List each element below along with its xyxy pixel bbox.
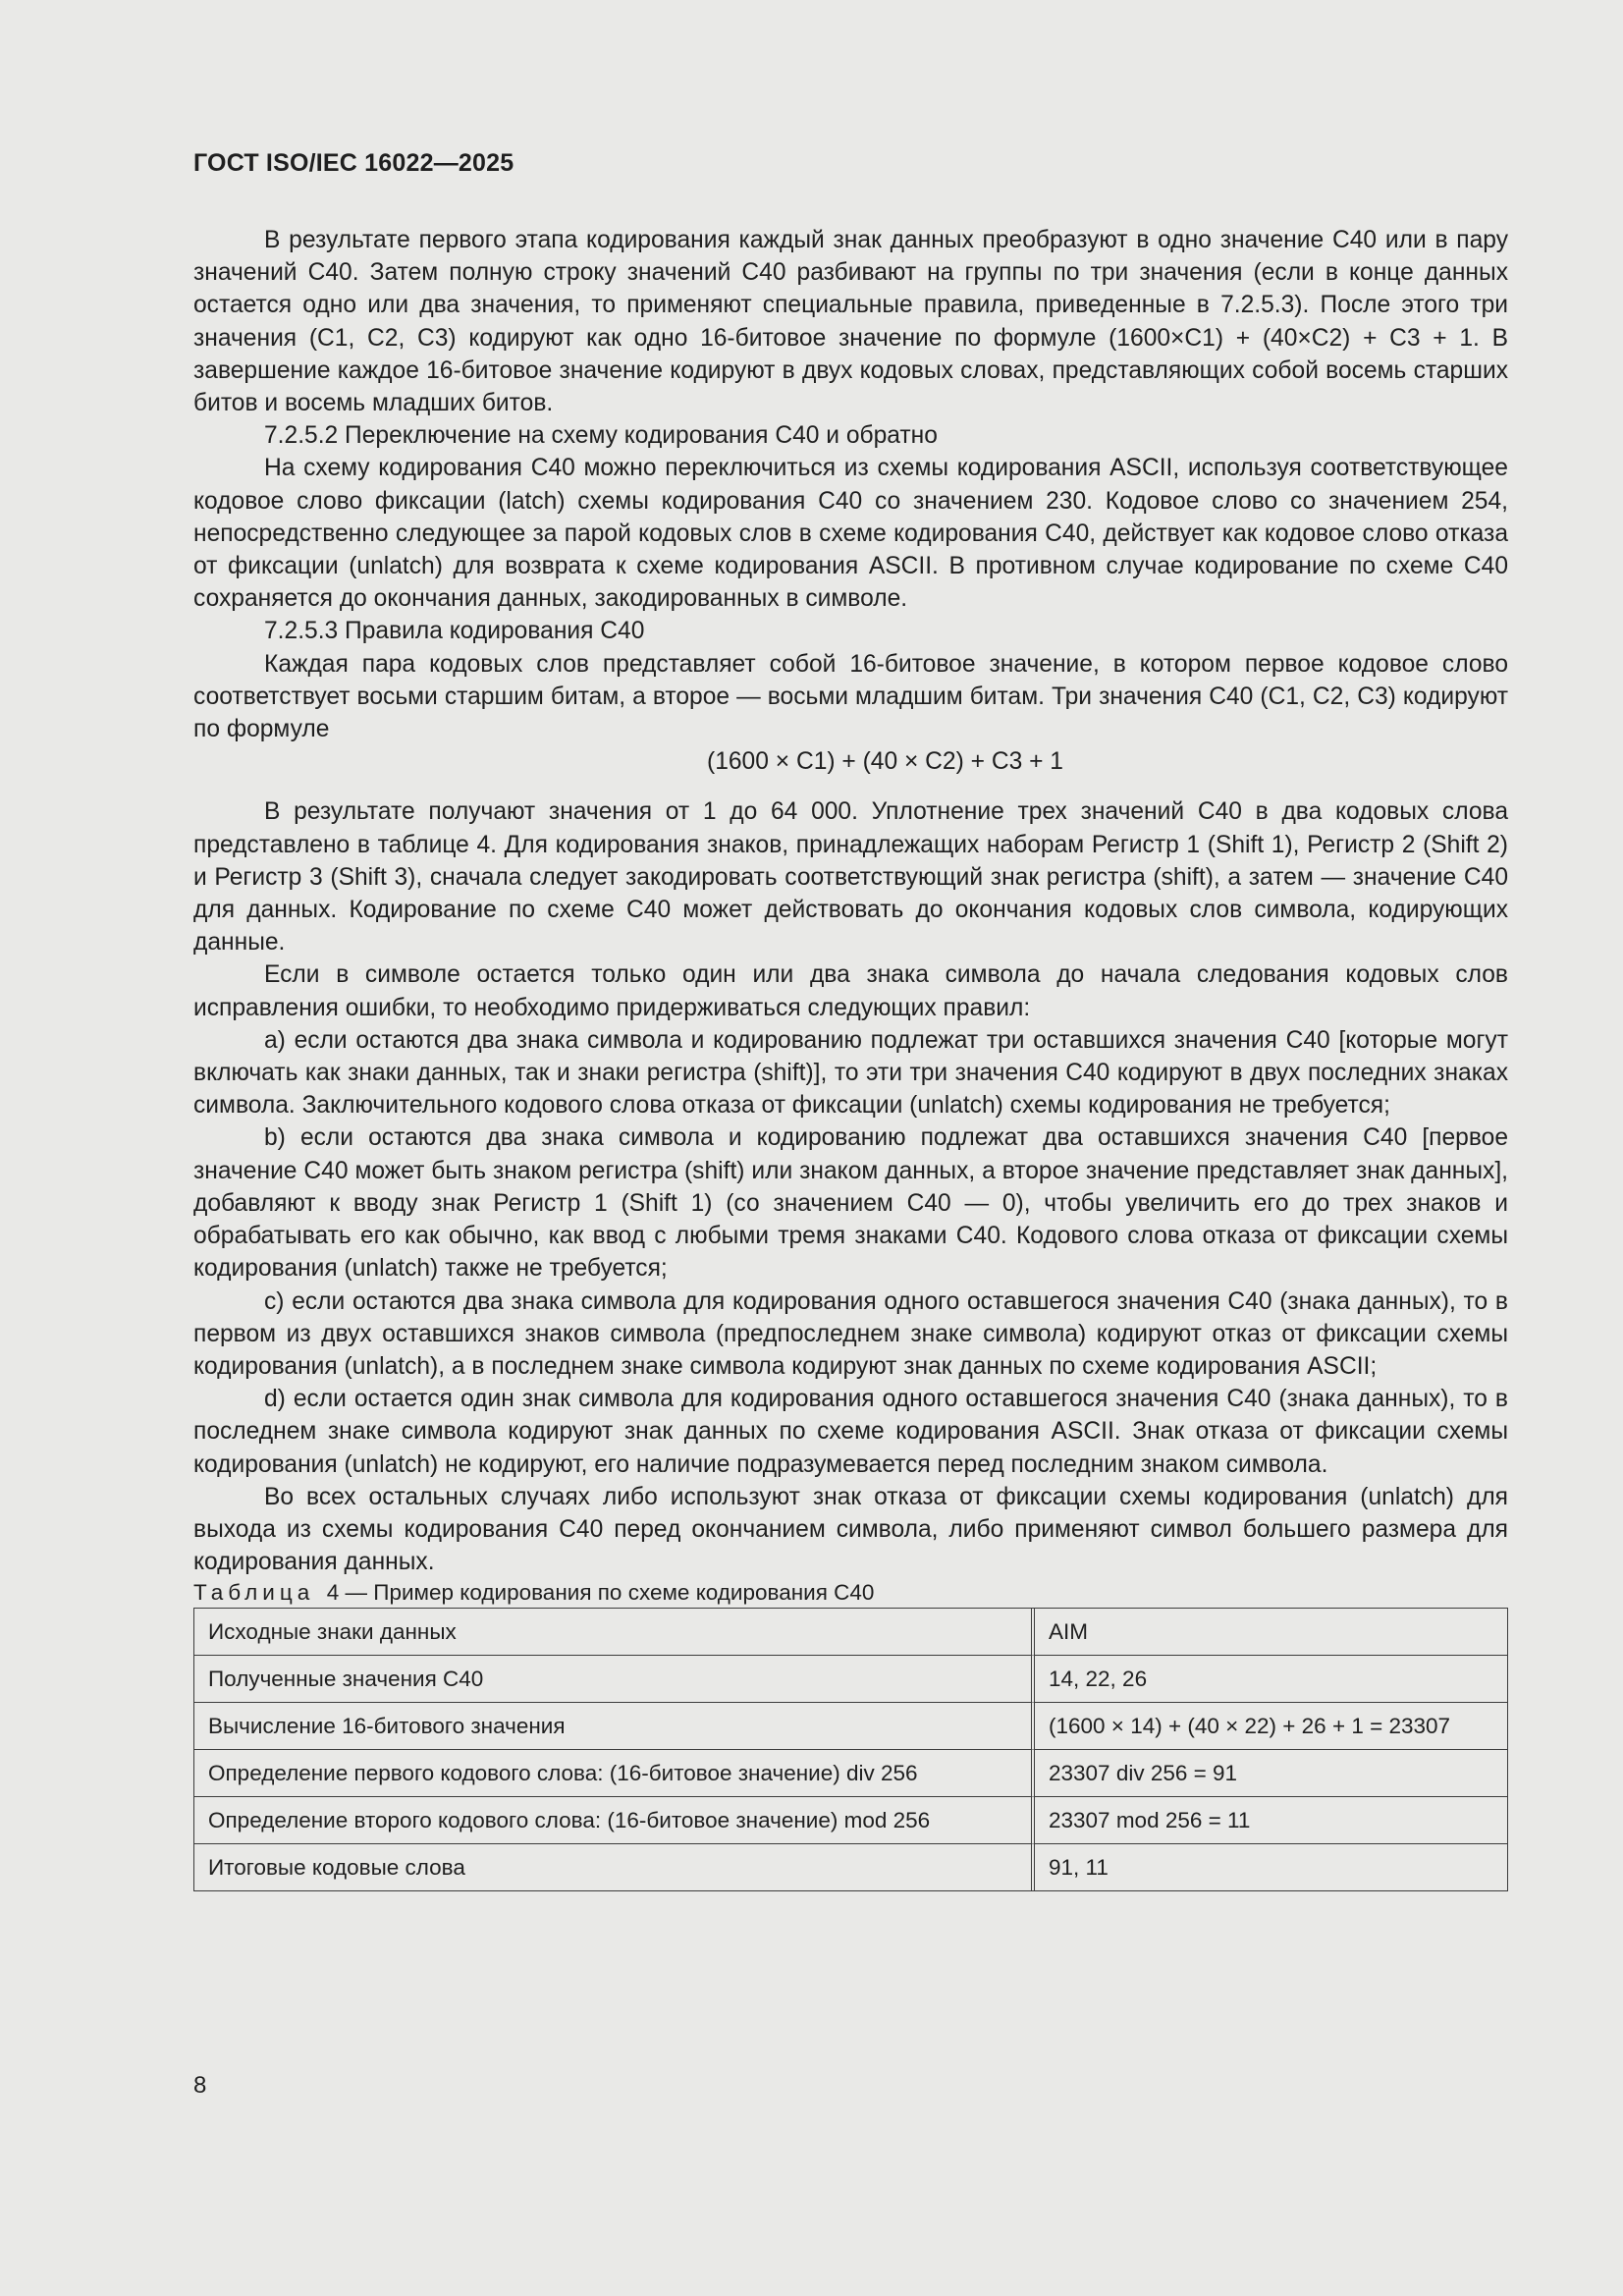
table-row bbox=[194, 1750, 1507, 1797]
row-label: Определение первого кодового слова: (16-битовое значение) div 256 bbox=[194, 1750, 1035, 1797]
table-row bbox=[194, 1656, 1507, 1703]
paragraph: На схему кодирования С40 можно переключиться из схемы кодирования ASCII, используя соответствующее кодовое слово фиксации (latch) схемы кодирования С40 со значением 230. Кодовое слово со значением 254, непосредственно следующее за парой кодовых слов в схеме кодирования С40, действует как кодовое слово отказа от фиксации (unlatch) для возврата к схеме кодирования ASCII. В противном случае кодирование по схеме С40 сохраняется до окончания данных, закодированных в символе. bbox=[193, 455, 1508, 613]
row-label: Итоговые кодовые слова bbox=[194, 1844, 1035, 1890]
row-label: Вычисление 16-битового значения bbox=[194, 1703, 1035, 1750]
table-row bbox=[194, 1703, 1507, 1750]
list-item: d) если остается один знак символа для кодирования одного оставшегося значения С40 (знака данных), то в последнем знаке символа кодируют знак данных по схеме кодирования ASCII. Знак отказа от фиксации схемы кодирования (unlatch) не кодируют, его наличие подразумевается перед последним знаком символа. bbox=[193, 1386, 1508, 1478]
standard-header: ГОСТ ISO/IEC 16022—2025 bbox=[193, 149, 514, 177]
table-row bbox=[194, 1844, 1507, 1890]
paragraph: В результате получают значения от 1 до 64 000. Уплотнение трех значений С40 в два кодовых слова представлено в таблице 4. Для кодирования знаков, принадлежащих наборам Регистр 1 (Shift 1), Регистр 2 (Shift 2) и Регистр 3 (Shift 3), сначала следует закодировать соответствующий знак регистра (shift), а затем — значение С40 для данных. Кодирование по схеме С40 может действовать до окончания кодовых слов символа, кодирующих данные. bbox=[193, 798, 1508, 957]
row-label: Исходные знаки данных bbox=[194, 1609, 1035, 1656]
table-caption bbox=[193, 1578, 1508, 1608]
row-value: (1600 × 14) + (40 × 22) + 26 + 1 = 23307 bbox=[1035, 1703, 1507, 1750]
section-heading: 7.2.5.3 Правила кодирования С40 bbox=[264, 618, 645, 645]
formula: (1600 × С1) + (40 × С2) + С3 + 1 bbox=[707, 748, 1063, 776]
paragraph: Каждая пара кодовых слов представляет собой 16-битовое значение, в котором первое кодовое слово соответствует восьми старшим битам, а второе — восьми младшим битам. Три значения С40 (С1, С2, С3) кодируют по формуле bbox=[193, 650, 1508, 743]
table-caption-text: 4 — Пример кодирования по схеме кодирования С40 bbox=[326, 1580, 875, 1606]
row-value: 23307 mod 256 = 11 bbox=[1035, 1797, 1507, 1844]
table-caption-word: Таблица bbox=[193, 1580, 315, 1606]
table-row bbox=[194, 1609, 1507, 1656]
row-value: AIM bbox=[1035, 1609, 1507, 1656]
row-value: 91, 11 bbox=[1049, 1855, 1109, 1881]
table-row bbox=[194, 1797, 1507, 1844]
paragraph: Во всех остальных случаях либо используют знак отказа от фиксации схемы кодирования (unlatch) для выхода из схемы кодирования С40 перед окончанием символа, либо применяют символ большего размера для кодирования данных. bbox=[193, 1483, 1508, 1576]
example-table bbox=[193, 1608, 1508, 1891]
list-item: b) если остаются два знака символа и кодированию подлежат два оставшихся значения С40 [первое значение С40 может быть знаком регистра (shift) или знаком данных, а второе значение представляет знак данных], добавляют к вводу знак Регистр 1 (Shift 1) (со значением С40 — 0), чтобы увеличить его до трех знаков и обрабатывать его как обычно, как ввод с любыми тремя знаками С40. Кодового слова отказа от фиксации схемы кодирования (unlatch) также не требуется; bbox=[193, 1124, 1508, 1283]
list-item: c) если остаются два знака символа для кодирования одного оставшегося значения С40 (знака данных), то в первом из двух оставшихся знаков символа (предпоследнем знаке символа) кодируют отказ от фиксации схемы кодирования (unlatch), а в последнем знаке символа кодируют знак данных по схеме кодирования ASCII; bbox=[193, 1287, 1508, 1380]
paragraph: В результате первого этапа кодирования каждый знак данных преобразуют в одно значение С40 или в пару значений С40. Затем полную строку значений С40 разбивают на группы по три значения (если в конце данных остается одно или два значения, то применяют специальные правила, приведенные в 7.2.5.3). После этого три значения (С1, С2, С3) кодируют как одно 16-битовое значение по формуле (1600×С1) + (40×С2) + С3 + 1. В завершение каждое 16-битовое значение кодируют в двух кодовых словах, представляющих собой восемь старших битов и восемь младших битов. bbox=[193, 227, 1508, 417]
page-number: 8 bbox=[193, 2072, 207, 2099]
paragraph: Если в символе остается только один или два знака символа до начала следования кодовых слов исправления ошибки, то необходимо придерживаться следующих правил: bbox=[193, 961, 1508, 1021]
row-value: 23307 div 256 = 91 bbox=[1035, 1750, 1507, 1797]
row-label: Определение второго кодового слова: (16-битовое значение) mod 256 bbox=[194, 1797, 1035, 1844]
list-item: a) если остаются два знака символа и кодированию подлежат три оставшихся значения С40 [которые могут включать как знаки данных, так и знаки регистра (shift)], то эти три значения С40 кодируют в двух последних знаках символа. Заключительного кодового слова отказа от фиксации (unlatch) схемы кодирования не требуется; bbox=[193, 1026, 1508, 1120]
row-label: Полученные значения С40 bbox=[194, 1656, 1035, 1703]
row-value: 14, 22, 26 bbox=[1035, 1656, 1507, 1703]
body-text bbox=[193, 224, 1508, 1891]
section-heading: 7.2.5.2 Переключение на схему кодирования С40 и обратно bbox=[264, 422, 938, 450]
